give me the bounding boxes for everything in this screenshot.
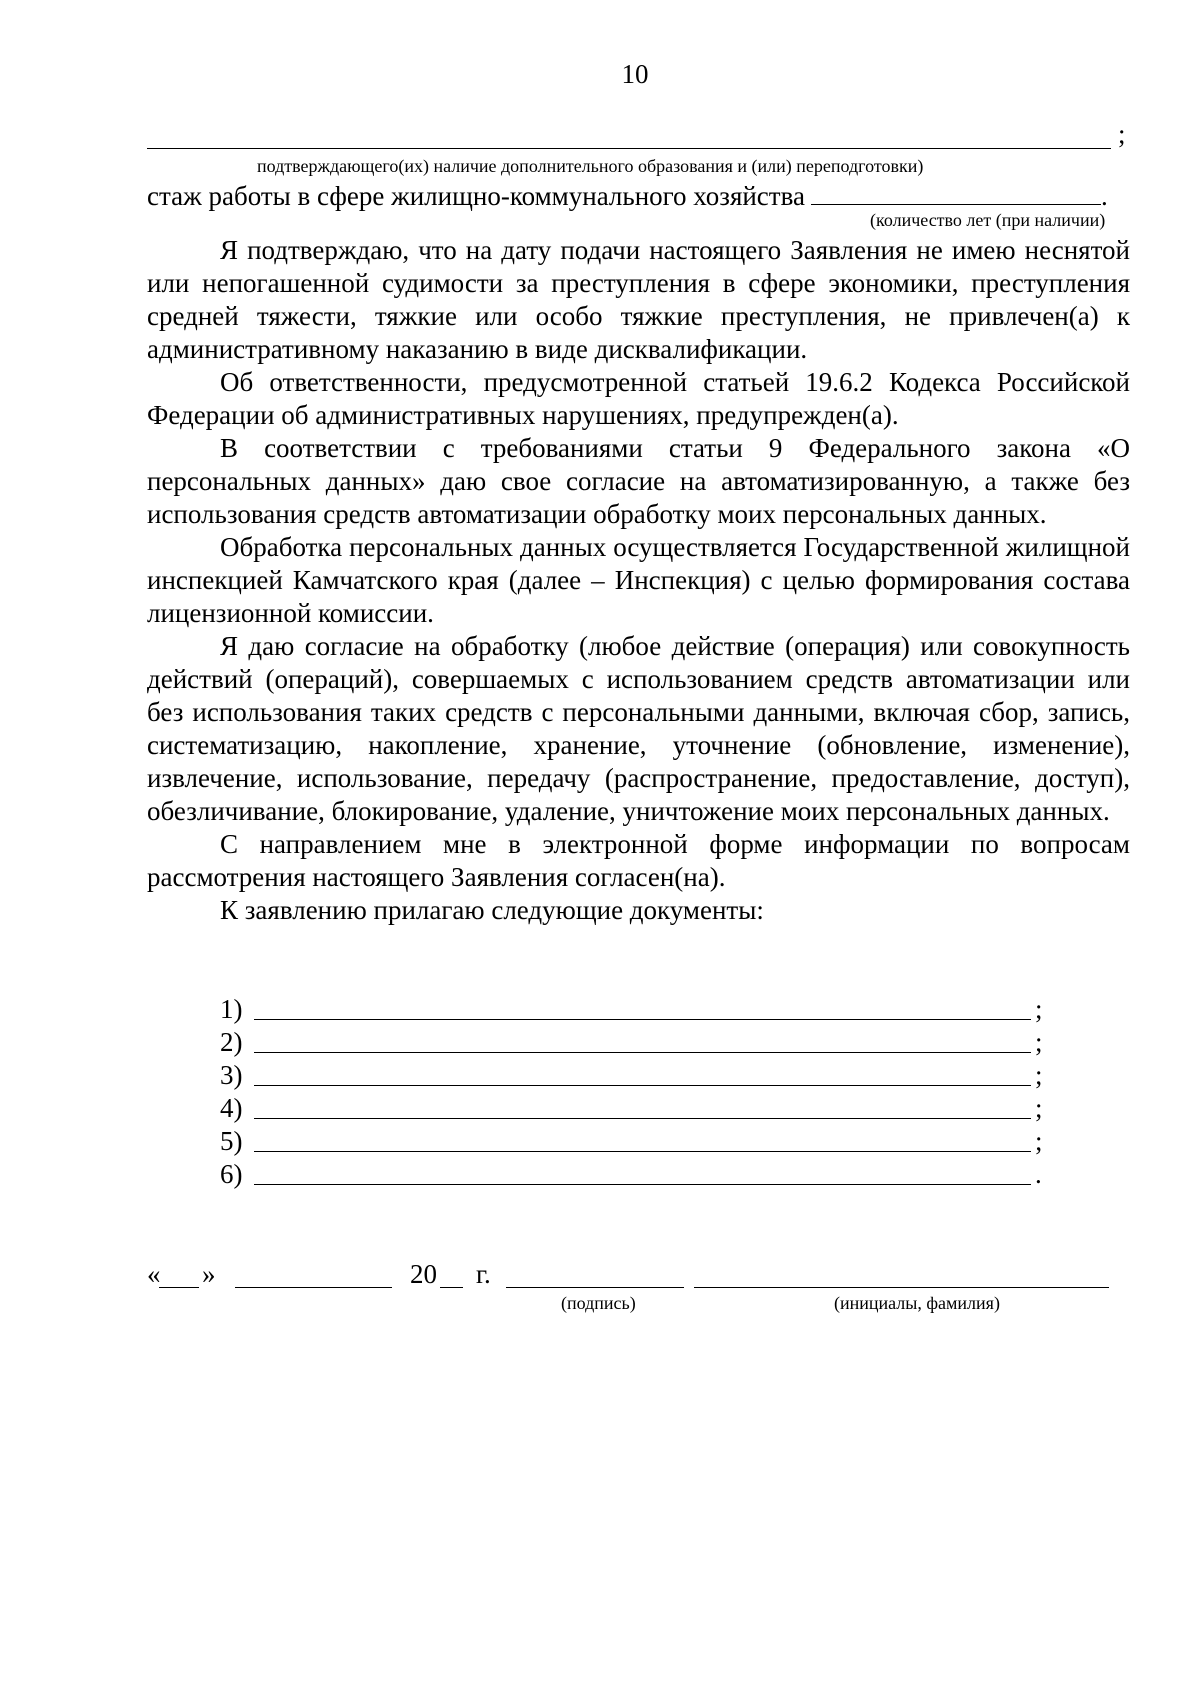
page-number: 10: [621, 59, 649, 89]
attachment-number: 1): [220, 994, 243, 1024]
attachment-field[interactable]: [254, 1158, 1031, 1185]
paragraph-processing-consent: Я даю согласие на обработку (любое действие (операция) или совокупность действий (операций), совершаемых с использованием средств автоматизации или без использования таких средств с персональными данными, включая сбор, запись, систематизацию, накопление, хранение, уточнение (обновление, изменение), извлечение, использование, передачу (распространение, предоставление, доступ), обезличивание, блокирование, удаление, уничтожение моих персональных данных.: [147, 631, 1130, 826]
attachment-end-mark: .: [1035, 1159, 1042, 1189]
paragraph-no-conviction: Я подтверждаю, что на дату подачи настоящего Заявления не имею неснятой или непогашенной судимости за преступления в сфере экономики, преступления средней тяжести, тяжкие или особо тяжкие преступления, не привлечен(а) к административному наказанию в виде дисквалификации.: [147, 235, 1130, 364]
attachment-end-mark: ;: [1035, 1027, 1043, 1057]
signature-row: [147, 1258, 1147, 1292]
paragraph-attachments-intro: К заявлению прилагаю следующие документы:: [220, 895, 764, 925]
attachment-item: [220, 1059, 1050, 1092]
paragraph-responsibility: Об ответственности, предусмотренной статьей 19.6.2 Кодекса Российской Федерации об административных нарушениях, предупрежден(а).: [147, 367, 1130, 430]
education-document-line: [147, 148, 1111, 149]
date-year-suffix: г.: [476, 1259, 491, 1289]
date-month-field[interactable]: [235, 1287, 392, 1288]
paragraph-processing-operator: Обработка персональных данных осуществляется Государственной жилищной инспекцией Камчатского края (далее – Инспекция) с целью формирования состава лицензионной комиссии.: [147, 532, 1130, 628]
attachment-end-mark: ;: [1035, 994, 1043, 1024]
date-open-quote: «: [147, 1259, 161, 1289]
attachment-number: 4): [220, 1093, 243, 1123]
experience-caption: (количество лет (при наличии): [870, 210, 1106, 230]
attachment-field[interactable]: [254, 1026, 1031, 1053]
date-day-field[interactable]: [159, 1287, 199, 1288]
signature-field[interactable]: [506, 1287, 684, 1288]
date-year-prefix: 20: [410, 1259, 437, 1289]
experience-years-field[interactable]: [811, 180, 1101, 205]
date-close-quote: »: [202, 1259, 216, 1289]
experience-end-mark: .: [1100, 181, 1108, 211]
attachment-number: 5): [220, 1126, 243, 1156]
attachment-field[interactable]: [254, 1125, 1031, 1152]
attachment-item: [220, 1158, 1050, 1191]
attachment-end-mark: ;: [1035, 1093, 1043, 1123]
attachment-end-mark: ;: [1035, 1060, 1043, 1090]
attachment-field[interactable]: [254, 993, 1031, 1020]
attachment-field[interactable]: [254, 1059, 1031, 1086]
attachments-list: [220, 993, 1050, 1191]
education-document-caption: подтверждающего(их) наличие дополнительного образования и (или) переподготовки): [257, 156, 924, 176]
experience-line: [147, 180, 1130, 212]
statement-body: [147, 234, 1130, 927]
attachment-field[interactable]: [254, 1092, 1031, 1119]
attachment-item: [220, 993, 1050, 1026]
signature-caption: (подпись): [561, 1293, 636, 1313]
date-year-field[interactable]: [440, 1287, 463, 1288]
experience-label: стаж работы в сфере жилищно-коммунального хозяйства: [147, 181, 805, 211]
full-name-field[interactable]: [694, 1287, 1109, 1288]
education-document-field[interactable]: [147, 118, 1200, 152]
attachment-number: 6): [220, 1159, 243, 1189]
education-document-end-mark: ;: [1118, 119, 1126, 149]
attachment-item: [220, 1125, 1050, 1158]
attachment-number: 3): [220, 1060, 243, 1090]
attachment-item: [220, 1026, 1050, 1059]
paragraph-electronic-notice: С направлением мне в электронной форме информации по вопросам рассмотрения настоящего Заявления согласен(на).: [147, 829, 1130, 892]
paragraph-consent-law: В соответствии с требованиями статьи 9 Федерального закона «О персональных данных» даю свое согласие на автоматизированную, а также без использования средств автоматизации обработку моих персональных данных.: [147, 433, 1130, 529]
attachment-number: 2): [220, 1027, 243, 1057]
full-name-caption: (инициалы, фамилия): [834, 1293, 1000, 1313]
attachment-item: [220, 1092, 1050, 1125]
attachment-end-mark: ;: [1035, 1126, 1043, 1156]
